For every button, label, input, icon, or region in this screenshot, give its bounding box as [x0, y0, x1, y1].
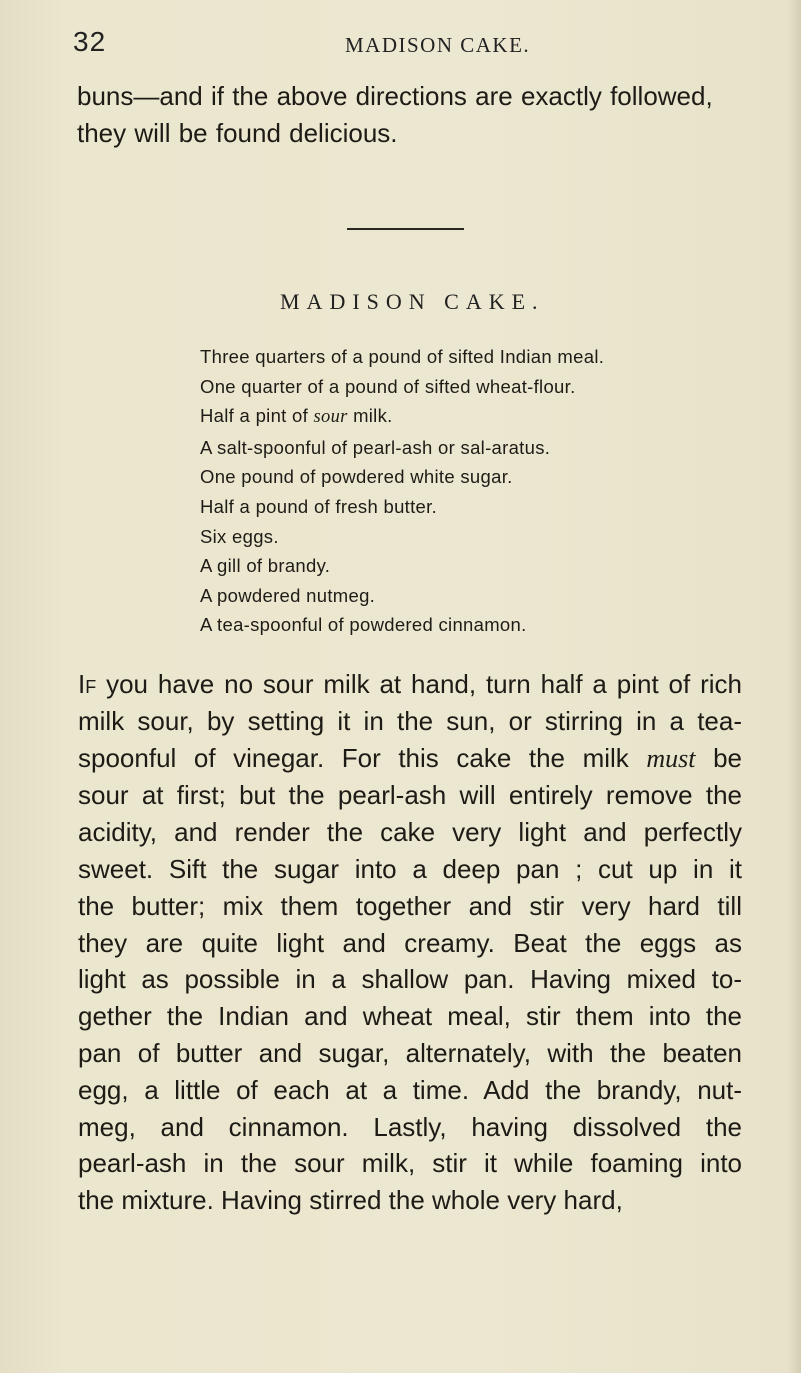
intro-line-1: buns—and if the above directions are exactly followed,: [77, 81, 713, 111]
instructions-line: they are quite light and creamy. Beat the eggs as: [78, 927, 742, 958]
ingredient-item: One quarter of a pound of sifted wheat-flour.: [200, 375, 576, 397]
instructions-line: egg, a little of each at a time. Add the brandy, nut-: [78, 1074, 742, 1105]
ingredient-item: Half a pound of fresh butter.: [200, 495, 438, 517]
instructions-line: the mixture. Having stirred the whole very hard,: [78, 1185, 623, 1216]
ingredient-item: A powdered nutmeg.: [200, 584, 376, 606]
ingredient-emphasis: sour: [313, 407, 348, 428]
intro-line-2: they will be found delicious.: [77, 118, 398, 148]
instructions-line: the butter; mix them together and stir very hard till: [78, 890, 742, 921]
opening-word: If: [78, 669, 97, 699]
ingredient-item: Six eggs.: [200, 525, 279, 547]
ingredient-list: [200, 342, 760, 640]
instructions-text: be: [695, 742, 742, 773]
instructions-text: you have no sour milk at hand, turn half a pint of rich: [96, 669, 742, 699]
ingredient-item: [200, 401, 760, 433]
ingredient-text: milk.: [347, 405, 393, 427]
instructions-line: sour at first; but the pearl-ash will entirely remove the: [78, 780, 742, 811]
instructions-paragraph: [78, 666, 742, 1219]
instructions-line: pearl-ash in the sour milk, stir it while foaming into: [78, 1148, 742, 1179]
instructions-line: [78, 740, 742, 778]
ingredient-item: One pound of powdered white sugar.: [200, 466, 513, 488]
ingredient-text: Half a pint of: [200, 405, 314, 427]
recipe-title: MADISON CAKE.: [280, 289, 545, 314]
ingredient-item: A gill of brandy.: [200, 555, 331, 577]
instructions-line: gether the Indian and wheat meal, stir them into the: [78, 1001, 742, 1032]
instructions-line: light as possible in a shallow pan. Having mixed to-: [78, 964, 742, 995]
intro-paragraph: [77, 78, 737, 152]
section-divider: [347, 228, 464, 230]
instructions-line: sweet. Sift the sugar into a deep pan ; cut up in it: [78, 853, 742, 884]
ingredient-item: A salt-spoonful of pearl-ash or sal-aratus.: [200, 436, 551, 458]
instructions-line: [78, 666, 742, 703]
page-number: 32: [73, 26, 107, 57]
running-head: MADISON CAKE.: [345, 33, 531, 57]
instructions-line: pan of butter and sugar, alternately, with the beaten: [78, 1037, 742, 1068]
instructions-text: spoonful of vinegar. For this cake the milk: [78, 742, 647, 773]
instructions-line: milk sour, by setting it in the sun, or stirring in a tea-: [78, 705, 742, 736]
ingredient-item: A tea-spoonful of powdered cinnamon.: [200, 614, 527, 636]
page-header: [0, 26, 801, 66]
instructions-line: meg, and cinnamon. Lastly, having dissolved the: [78, 1111, 742, 1142]
ingredient-item: Three quarters of a pound of sifted Indian meal.: [200, 346, 605, 367]
instructions-emphasis: must: [646, 743, 696, 773]
page-edge-shadow: [787, 0, 801, 1373]
instructions-line: acidity, and render the cake very light and perfectly: [78, 817, 742, 848]
